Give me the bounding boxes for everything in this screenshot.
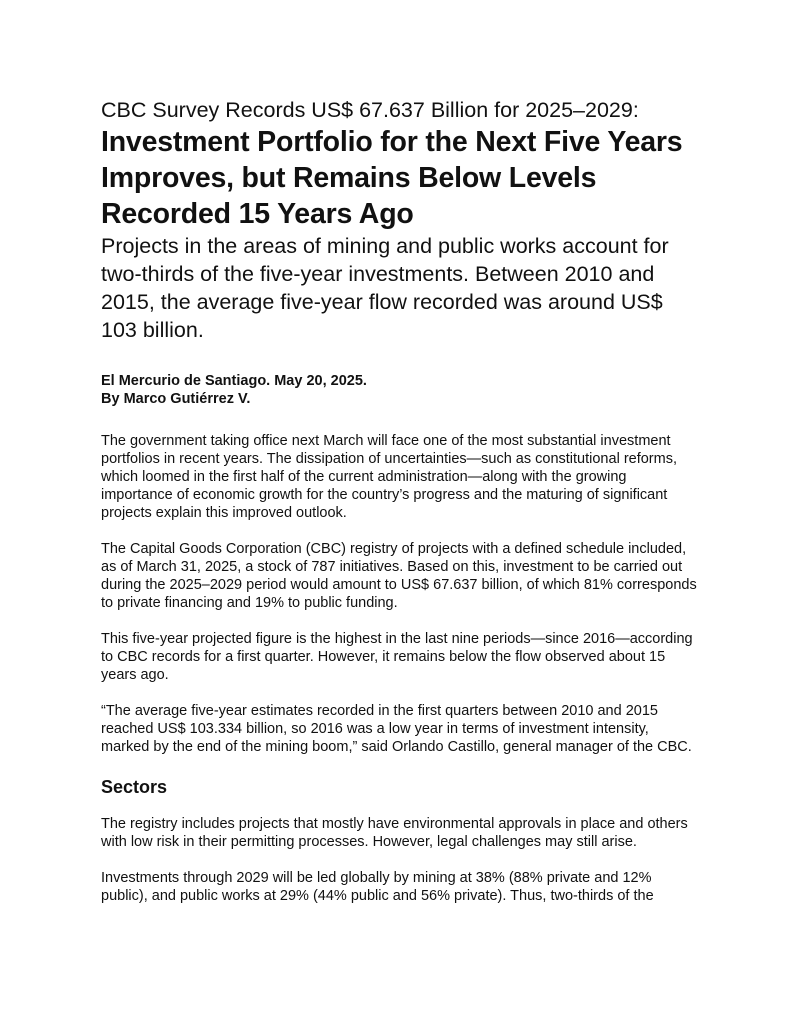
body-paragraph: The registry includes projects that mostly have environmental approvals in place and others with low risk in their permitting processes. However, legal challenges may still arise. bbox=[101, 816, 688, 850]
body-paragraph: “The average five-year estimates recorded in the first quarters between 2010 and 2015 reached US$ 103.334 billion, so 2016 was a low year in terms of investment intensity, marked by the end of the mining boom,” said Orlando Castillo, general manager of the CBC. bbox=[101, 703, 692, 755]
byline bbox=[101, 372, 701, 408]
section-heading-sectors: Sectors bbox=[101, 777, 168, 797]
article-kicker: CBC Survey Records US$ 67.637 Billion for 2025–2029: bbox=[101, 98, 639, 122]
article-deck: Projects in the areas of mining and public works account for two-thirds of the five-year investments. Between 2010 and 2015, the average five-year flow recorded was around US$ 103 billion. bbox=[101, 234, 669, 342]
body-paragraph: The government taking office next March will face one of the most substantial investment portfolios in recent years. The dissipation of uncertainties—such as constitutional reforms, which loomed in the first half of the current administration—along with the growing importance of economic growth for the country’s progress and the maturing of significant projects explain this improved outlook. bbox=[101, 433, 677, 521]
article-headline: Investment Portfolio for the Next Five Years Improves, but Remains Below Levels Recorded 15 Years Ago bbox=[101, 126, 683, 230]
body-paragraph: Investments through 2029 will be led globally by mining at 38% (88% private and 12% public), and public works at 29% (44% public and 56% private). Thus, two-thirds of the bbox=[101, 870, 654, 904]
body-paragraph: This five-year projected figure is the highest in the last nine periods—since 2016—according to CBC records for a first quarter. However, it remains below the flow observed about 15 years ago. bbox=[101, 631, 693, 683]
article bbox=[101, 97, 701, 905]
body-paragraph: The Capital Goods Corporation (CBC) registry of projects with a defined schedule included, as of March 31, 2025, a stock of 787 initiatives. Based on this, investment to be carried out during the 2025–2029 period would amount to US$ 67.637 billion, of which 81% corresponds to private financing and 19% to public funding. bbox=[101, 541, 697, 611]
source-line: El Mercurio de Santiago. May 20, 2025. bbox=[101, 373, 367, 389]
author-line: By Marco Gutiérrez V. bbox=[101, 391, 251, 407]
